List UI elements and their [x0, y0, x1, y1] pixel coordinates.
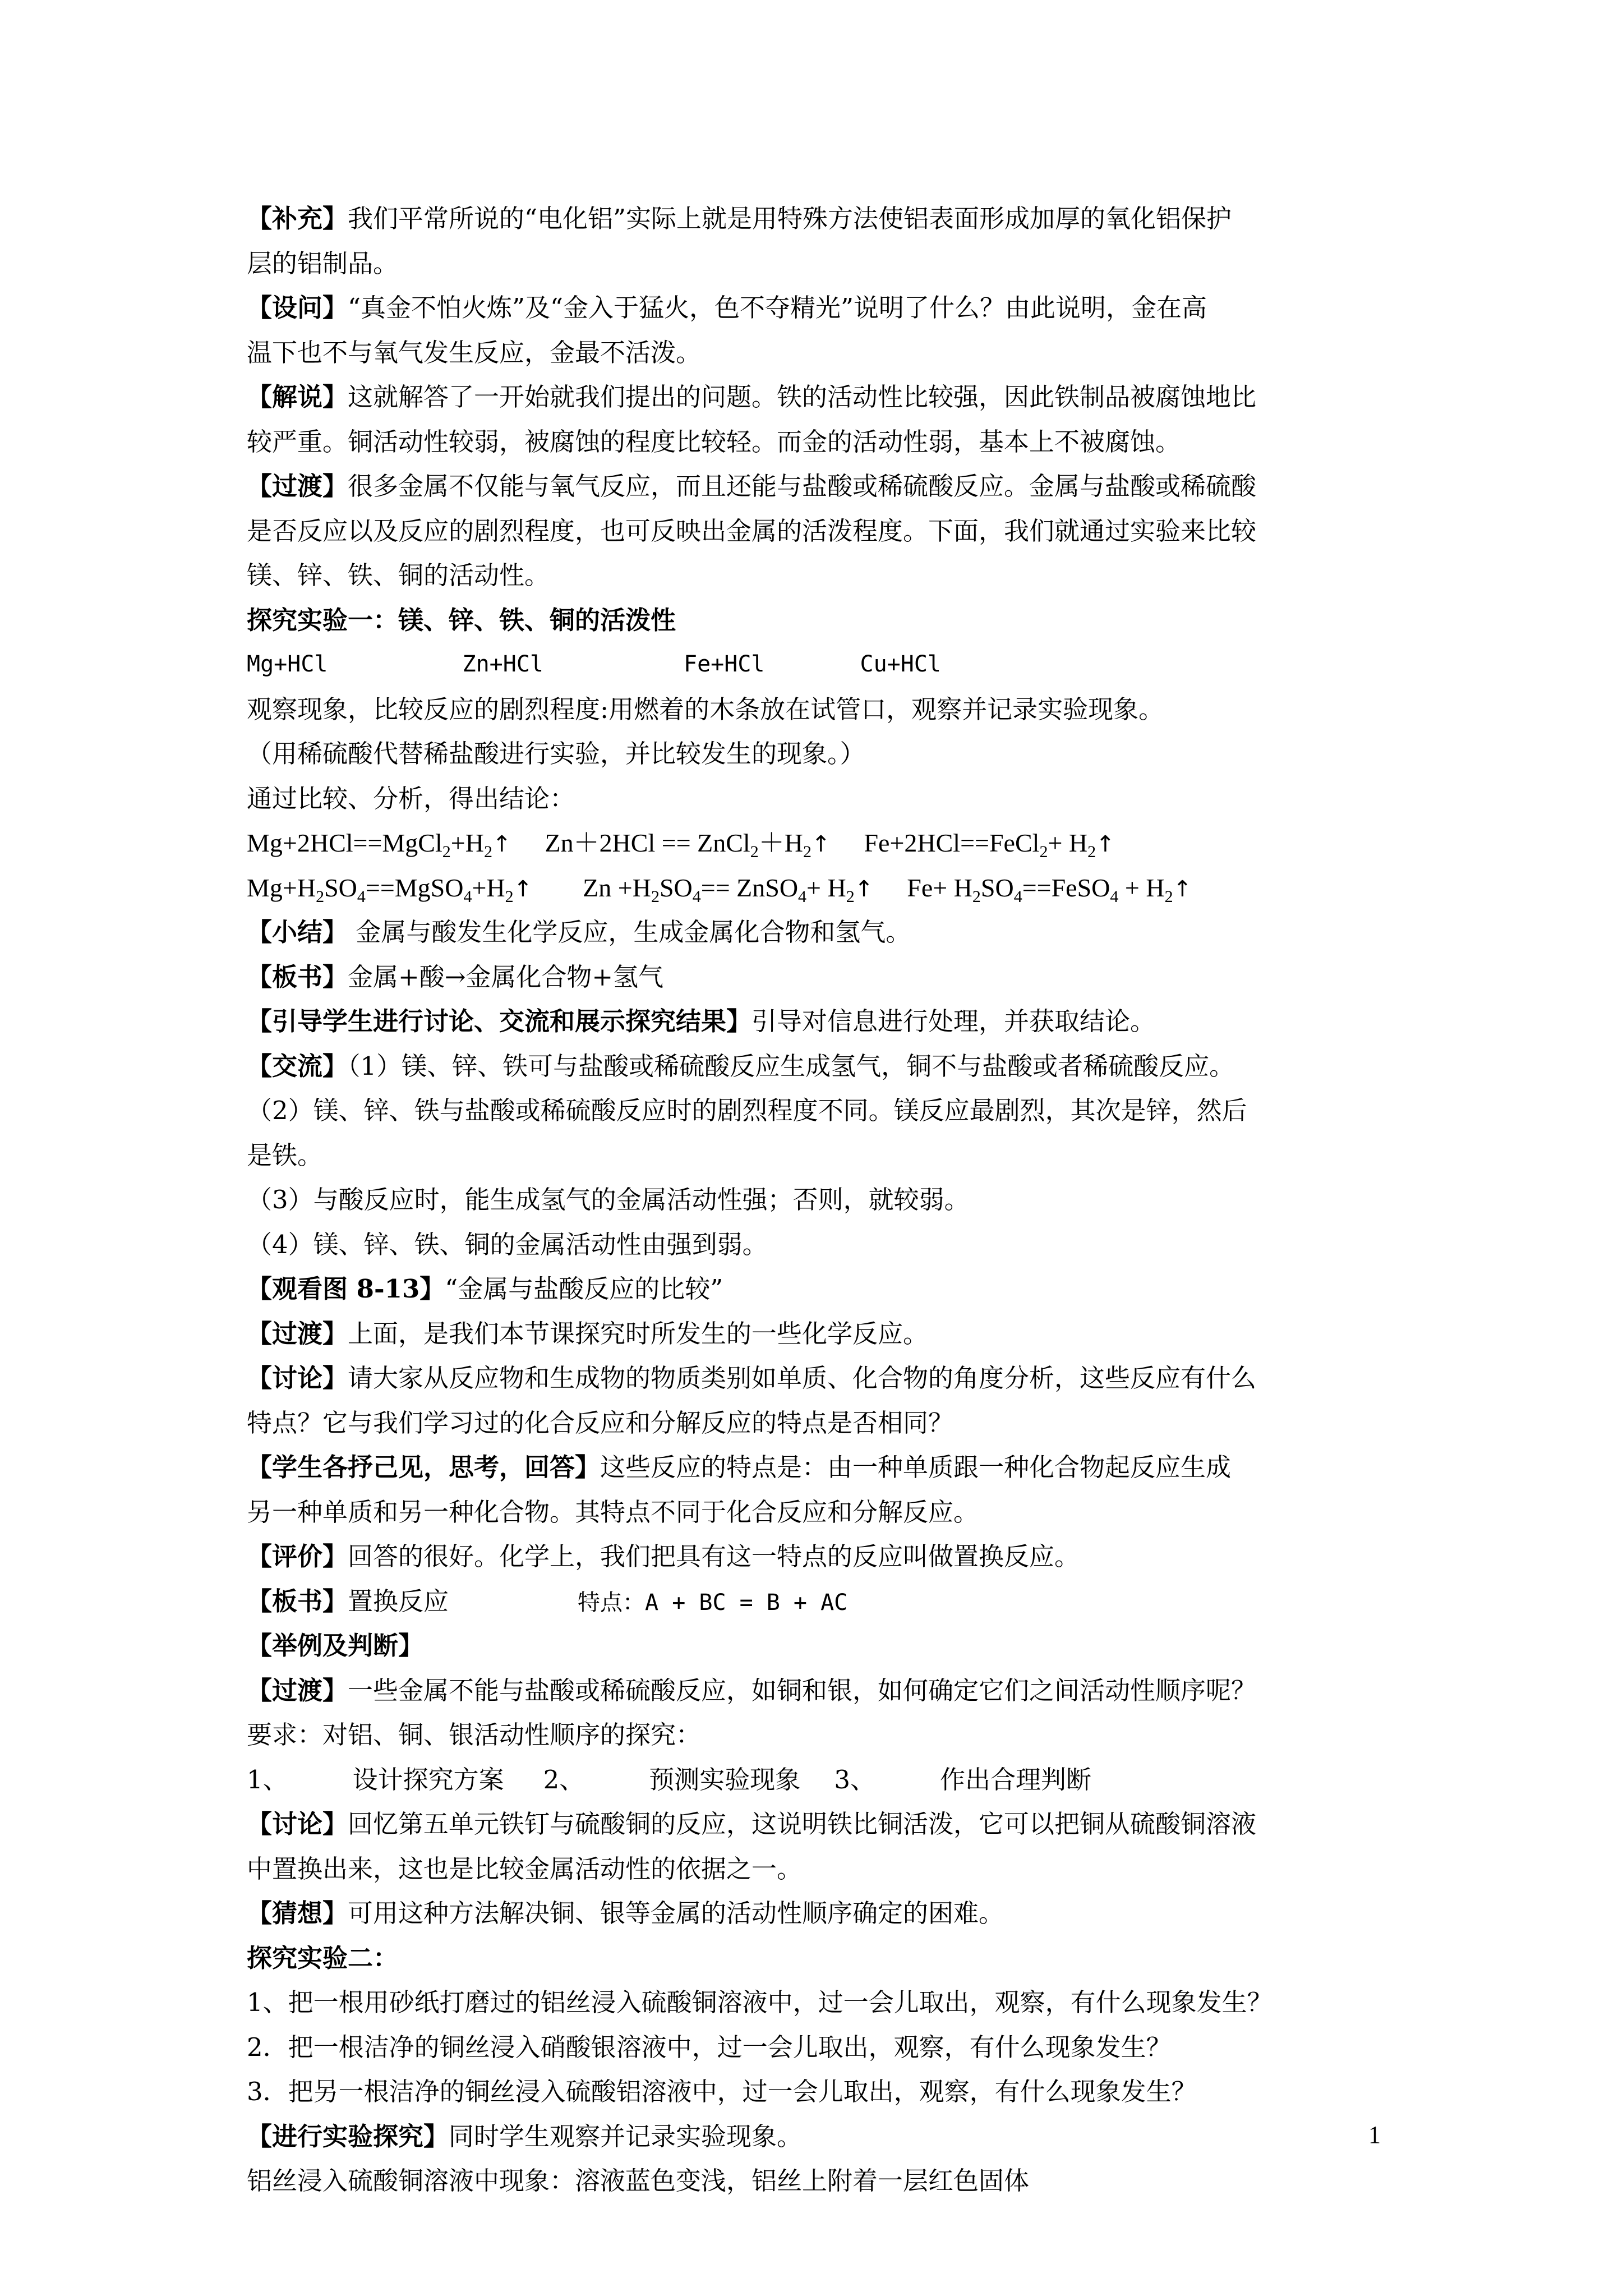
tag-label: 【解说】 [247, 382, 348, 412]
para-text: （3）与酸反应时，能生成氢气的金属活动性强；否则，就较弱。 [247, 1185, 970, 1214]
tag-label: 【进行实验探究】 [247, 2121, 449, 2151]
para-text: 镁、锌、铁、铜的活动性。 [247, 560, 550, 590]
para-exchange [247, 1044, 1385, 1089]
tag-label: 【引导学生进行讨论、交流和展示探究结果】 [247, 1006, 752, 1036]
para-text: 回忆第五单元铁钉与硫酸铜的反应，这说明铁比铜活泼，它可以把铜从硫酸铜溶液 [348, 1809, 1257, 1839]
tag-label: 【补充】 [247, 204, 348, 233]
para-summary [247, 910, 1385, 955]
gas-arrow-icon: ↑ [492, 831, 511, 857]
para-board [247, 955, 1385, 1000]
equation-row-hcl [247, 821, 1385, 866]
para-text-line [247, 776, 1385, 821]
para-text-line [247, 420, 1385, 464]
para-text-line [247, 1490, 1385, 1535]
para-text: 我们平常所说的“电化铝”实际上就是用特殊方法使铝表面形成加厚的氧化铝保护 [348, 204, 1232, 233]
para-text-line [247, 1133, 1385, 1178]
para-text: （2）镁、锌、铁与盐酸或稀硫酸反应时的剧烈程度不同。镁反应最剧烈，其次是锌，然后 [247, 1096, 1247, 1125]
equation-row-h2so4 [247, 866, 1385, 910]
tag-label: 【举例及判断】 [247, 1631, 424, 1660]
para-text: 特点？它与我们学习过的化合反应和分解反应的特点是否相同？ [247, 1407, 954, 1438]
para-text: 金属与酸发生化学反应，生成金属化合物和氢气。 [348, 917, 911, 947]
step-text: 作出合理判断 [939, 1764, 1091, 1795]
para-text-line [247, 1177, 1385, 1222]
para-text: 层的铝制品。 [247, 248, 399, 278]
equation-mg-hcl: $Mg+2HCl==MgCl_2+H_2↑$ [247, 829, 511, 862]
tag-label: 【过渡】 [247, 1318, 348, 1349]
para-text: 3．把另一根洁净的铜丝浸入硫酸铝溶液中，过一会儿取出，观察，有什么现象发生？ [247, 2077, 1197, 2106]
gas-arrow-icon: ↑ [513, 876, 533, 902]
para-text: 铝丝浸入硫酸铜溶液中现象：溶液蓝色变浅，铝丝上附着一层红色固体 [247, 2166, 1030, 2196]
equation-fe-hcl: Fe+2HCl==FeCl$_2$+ $H_2↑$ [864, 829, 1115, 862]
para-text: （4）镁、锌、铁、铜的金属活动性由强到弱。 [247, 1229, 768, 1259]
para-transition [247, 464, 1385, 509]
tag-label: 【讨论】 [247, 1809, 348, 1839]
gas-arrow-icon: ↑ [854, 876, 874, 902]
para-text: 上面，是我们本节课探究时所发生的一些化学反应。 [348, 1318, 929, 1349]
para-board-replacement [247, 1579, 1385, 1624]
reactant-item: Fe+HCl [684, 651, 765, 677]
section-heading [247, 598, 1385, 643]
step-number: 3、 [834, 1764, 875, 1795]
tag-label: 【评价】 [247, 1542, 348, 1571]
tag-label: 【设问】 [247, 293, 348, 323]
para-text-line [247, 687, 1385, 732]
reaction-pattern: 特点：A + BC = B + AC [578, 1589, 848, 1616]
heading-text: 探究实验二： [247, 1943, 399, 1973]
tag-label: 【交流】 [247, 1051, 348, 1081]
tag-label: 【板书】 [247, 1586, 348, 1616]
para-text: 另一种单质和另一种化合物。其特点不同于化合反应和分解反应。 [247, 1497, 979, 1527]
heading-text: 探究实验一：镁、锌、铁、铜的活泼性 [247, 605, 676, 635]
para-text: 一些金属不能与盐酸或稀硫酸反应，如铜和银，如何确定它们之间活动性顺序呢？ [348, 1675, 1257, 1705]
para-question [247, 286, 1385, 330]
gas-arrow-icon: ↑ [1173, 876, 1192, 902]
step-text: 设计探究方案 [352, 1764, 504, 1795]
para-text-line [247, 241, 1385, 286]
reactants-row [247, 642, 1385, 687]
para-text-line [247, 731, 1385, 776]
para-text: 这些反应的特点是：由一种单质跟一种化合物起反应生成 [600, 1452, 1232, 1482]
para-text: 金属+酸→金属化合物+氢气 [348, 961, 664, 992]
equation-zn-hcl: $Zn+2HCl == ZnCl_2+H_2↑$ [545, 829, 831, 862]
para-text-line [247, 1401, 1385, 1446]
para-text: 要求：对铝、铜、银活动性顺序的探究： [247, 1720, 702, 1750]
para-text: 回答的很好。化学上，我们把具有这一特点的反应叫做置换反应。 [348, 1542, 1080, 1571]
para-guide [247, 999, 1385, 1044]
para-text: 引导对信息进行处理，并获取结论。 [751, 1006, 1156, 1036]
step-text: 预测实验现象 [649, 1764, 801, 1795]
tag-label: 【板书】 [247, 961, 348, 992]
para-text: 2．把一根洁净的铜丝浸入硝酸银溶液中，过一会儿取出，观察，有什么现象发生？ [247, 2032, 1172, 2062]
para-text: 中置换出来，这也是比较金属活动性的依据之一。 [247, 1853, 803, 1884]
reactant-item: Zn+HCl [462, 651, 543, 677]
para-discussion [247, 1802, 1385, 1847]
tag-label: 【学生各抒己见，思考，回答】 [247, 1452, 601, 1482]
para-text-line [247, 1713, 1385, 1757]
para-text-line [247, 1088, 1385, 1133]
para-text-line [247, 330, 1385, 375]
para-explain [247, 375, 1385, 420]
para-text: 是铁。 [247, 1140, 323, 1170]
tag-label: 【过渡】 [247, 471, 348, 501]
para-text-line [247, 509, 1385, 554]
section-heading [247, 1936, 1385, 1981]
equation-zn-h2so4: $Zn +H_2SO_4==$ ZnSO$_4$+ $H_2↑$ [583, 873, 874, 906]
equation-mg-h2so4: $Mg+H_2SO_4==MgSO_4+H_2↑$ [247, 873, 533, 906]
tag-label: 【讨论】 [247, 1363, 348, 1393]
para-text: （用稀硫酸代替稀盐酸进行实验，并比较发生的现象。） [247, 739, 865, 769]
para-text: 是否反应以及反应的剧烈程度，也可反映出金属的活泼程度。下面，我们就通过实验来比较 [247, 516, 1257, 546]
para-text: “金属与盐酸反应的比较” [445, 1274, 723, 1304]
tag-label: 【小结】 [247, 917, 348, 947]
para-transition [247, 1668, 1385, 1713]
experiment-step [247, 1980, 1385, 2025]
para-text: 可用这种方法解决铜、银等金属的活动性顺序确定的困难。 [348, 1898, 1004, 1928]
para-discussion [247, 1356, 1385, 1401]
para-text: 请大家从反应物和生成物的物质类别如单质、化合物的角度分析，这些反应有什么 [348, 1363, 1257, 1393]
para-text: 同时学生观察并记录实验现象。 [449, 2121, 803, 2151]
para-text-line [247, 553, 1385, 598]
para-text-line [247, 1222, 1385, 1267]
tag-label: 【过渡】 [247, 1675, 348, 1705]
reactant-item: Cu+HCl [860, 651, 941, 677]
gas-arrow-icon: ↑ [1096, 831, 1115, 857]
reactant-item: Mg+HCl [247, 651, 328, 677]
para-watch-figure [247, 1267, 1385, 1312]
gas-arrow-icon: ↑ [811, 831, 831, 857]
para-text: “真金不怕火炼”及“金入于猛火，色不夺精光”说明了什么？由此说明，金在高 [348, 293, 1207, 323]
lesson-content [247, 196, 1385, 2203]
para-text: 1、把一根用砂纸打磨过的铝丝浸入硫酸铜溶液中，过一会儿取出，观察，有什么现象发生？ [247, 1987, 1272, 2017]
para-evaluation [247, 1534, 1385, 1579]
para-text: 观察现象，比较反应的剧烈程度:用燃着的木条放在试管口，观察并记录实验现象。 [247, 694, 1164, 724]
para-text: 较严重。铜活动性较弱，被腐蚀的程度比较轻。而金的活动性弱，基本上不被腐蚀。 [247, 426, 1181, 457]
step-number: 1、 [247, 1764, 288, 1795]
para-text: 通过比较、分析，得出结论： [247, 783, 575, 813]
para-text: 这就解答了一开始就我们提出的问题。铁的活动性比较强，因此铁制品被腐蚀地比 [348, 382, 1257, 412]
experiment-step [247, 2025, 1385, 2070]
equation-fe-h2so4: $Fe+ H_2SO_4==FeSO_4$ + $H_2↑$ [907, 873, 1192, 906]
steps-row [247, 1757, 1385, 1802]
para-hypothesis [247, 1891, 1385, 1936]
para-text-line [247, 2159, 1385, 2203]
tag-label: 【猜想】 [247, 1898, 348, 1928]
para-text-line [247, 1847, 1385, 1892]
para-conduct-experiment [247, 2114, 1385, 2159]
para-text: 置换反应 [348, 1586, 449, 1616]
page-number: 1 [1368, 2121, 1381, 2148]
para-examples [247, 1623, 1385, 1668]
para-transition [247, 1312, 1385, 1356]
para-text: 很多金属不仅能与氧气反应，而且还能与盐酸或稀硫酸反应。金属与盐酸或稀硫酸 [348, 471, 1257, 501]
tag-label: 【观看图 8-13】 [247, 1274, 445, 1304]
experiment-step [247, 2069, 1385, 2114]
para-student-answer [247, 1445, 1385, 1490]
para-supplement [247, 196, 1385, 241]
step-number: 2、 [543, 1764, 585, 1795]
para-text: （1）镁、锌、铁可与盐酸或稀硫酸反应生成氢气，铜不与盐酸或者稀硫酸反应。 [348, 1051, 1235, 1081]
para-text: 温下也不与氧气发生反应，金最不活泼。 [247, 337, 702, 367]
